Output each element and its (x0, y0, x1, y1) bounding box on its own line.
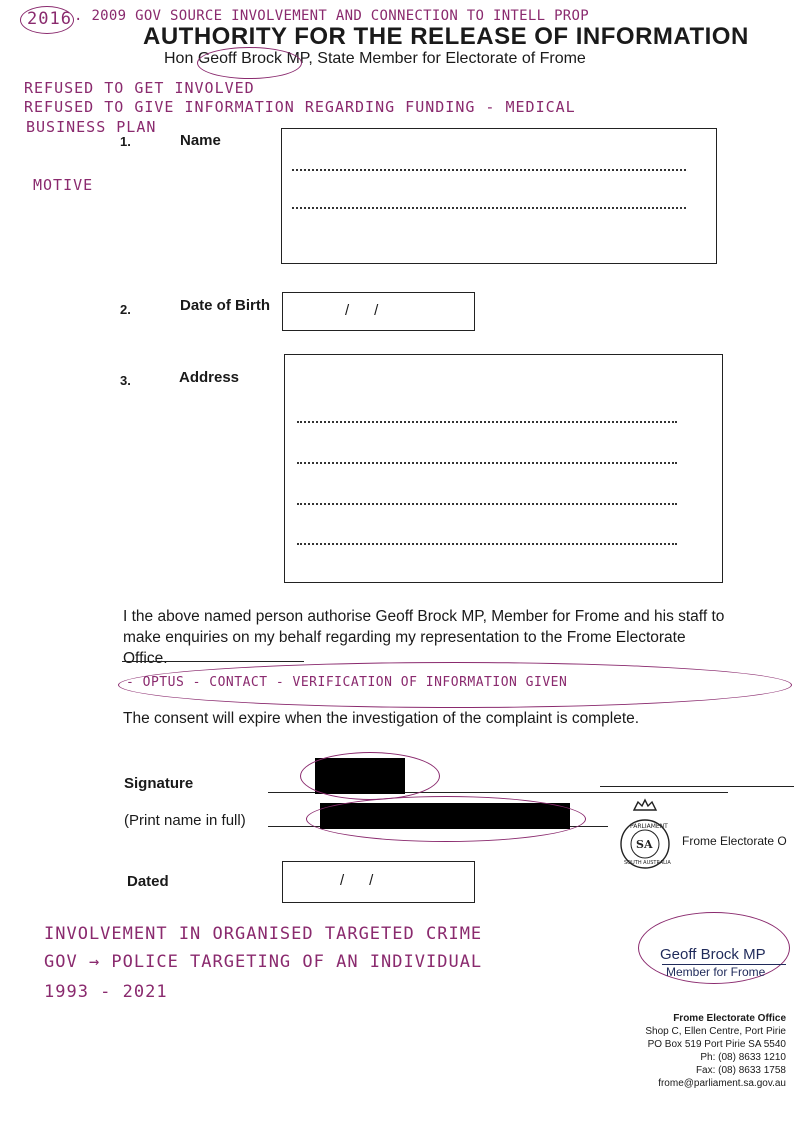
address-line-4 (297, 543, 677, 545)
name-field[interactable] (281, 128, 717, 264)
bottom-note-1: INVOLVEMENT IN ORGANISED TARGETED CRIME (44, 924, 483, 944)
office-email: frome@parliament.sa.gov.au (658, 1078, 786, 1089)
member-name: Geoff Brock (197, 50, 282, 67)
hon-prefix: Hon (164, 50, 194, 67)
seal-center: SA (636, 838, 653, 851)
dob-value: / / (345, 302, 379, 319)
name-number: 1. (120, 134, 131, 149)
office-line2: PO Box 519 Port Pirie SA 5540 (647, 1039, 786, 1050)
name-line-2 (292, 207, 686, 209)
refused-note-1: REFUSED TO GET INVOLVED (24, 79, 255, 97)
member-name-circle (197, 47, 302, 79)
seal-underline (600, 786, 794, 787)
address-field[interactable] (284, 354, 723, 583)
stamp-underline (662, 964, 786, 965)
dob-label: Date of Birth (180, 297, 270, 314)
subtitle-rest: MP, State Member for Electorate of Frome (286, 50, 586, 67)
parliament-seal-icon (610, 796, 680, 870)
seal-text-bottom: SOUTH AUSTRALIA (624, 860, 671, 866)
dated-value: / / (340, 872, 374, 889)
consent-text: I the above named person authorise Geoff Brock MP, Member for Frome and his staff to make enquiries on my behalf regarding my representation to the Frome Electorate Office. (123, 608, 725, 667)
expiry-text: The consent will expire when the investigation of the complaint is complete. (123, 710, 640, 727)
office-line1: Shop C, Ellen Centre, Port Pirie (645, 1026, 786, 1037)
address-label: Address (179, 369, 240, 386)
bottom-note-3: 1993 - 2021 (44, 982, 168, 1002)
seal-office-label: Frome Electorate O (682, 834, 787, 848)
optus-note: - OPTUS - CONTACT - VERIFICATION OF INFORMATION GIVEN (126, 675, 568, 690)
office-fax: Fax: (08) 8633 1758 (695, 1065, 786, 1076)
office-block (584, 1012, 786, 1090)
name-line-1 (292, 169, 686, 171)
dated-label: Dated (127, 873, 169, 890)
office-name: Frome Electorate Office (673, 1013, 786, 1024)
office-phone: Ph: (08) 8633 1210 (700, 1052, 786, 1063)
address-line-3 (297, 503, 677, 505)
top-note: . 2009 GOV SOURCE INVOLVEMENT AND CONNECTION TO INTELL PROP (74, 8, 589, 24)
address-line-2 (297, 462, 677, 464)
signature-label: Signature (124, 775, 194, 792)
seal-text-top: PARLIAMENT (630, 823, 668, 830)
name-label: Name (180, 132, 221, 149)
signature-oval (300, 752, 440, 800)
stamp-role: Member for Frome (666, 965, 766, 979)
print-name-label: (Print name in full) (124, 812, 246, 829)
dob-number: 2. (120, 302, 131, 317)
print-name-oval (306, 796, 586, 842)
stamp-name: Geoff Brock MP (660, 946, 766, 963)
address-number: 3. (120, 373, 131, 388)
bottom-note-2: GOV → POLICE TARGETING OF AN INDIVIDUAL (44, 952, 483, 972)
refused-note-2: REFUSED TO GIVE INFORMATION REGARDING FUNDING - MEDICAL (24, 98, 576, 116)
page-title: AUTHORITY FOR THE RELEASE OF INFORMATION (143, 23, 749, 50)
strikethrough-line (122, 661, 304, 662)
motive-note: MOTIVE (33, 176, 94, 194)
refused-note-3: BUSINESS PLAN (26, 118, 157, 136)
year-note: 2016 (27, 9, 72, 29)
address-line-1 (297, 421, 677, 423)
dated-field[interactable] (282, 861, 475, 903)
dob-field[interactable] (282, 292, 475, 331)
